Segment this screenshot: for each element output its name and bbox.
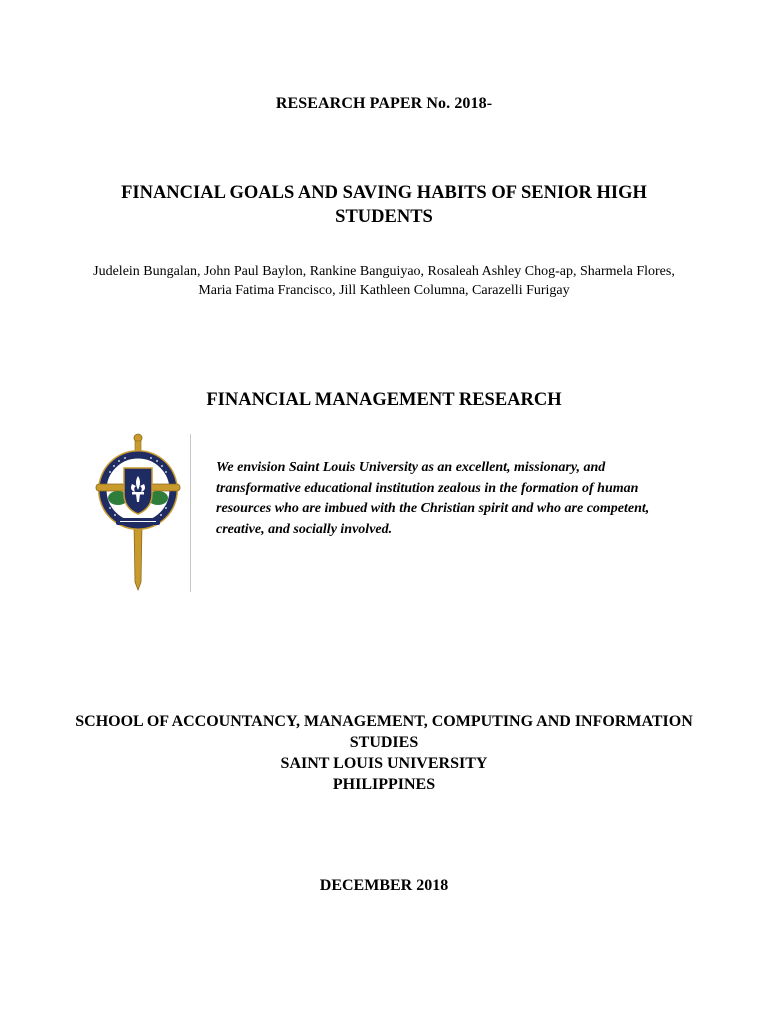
research-type-heading: FINANCIAL MANAGEMENT RESEARCH (206, 390, 562, 410)
vision-statement: We envision Saint Louis University as an excellent, missionary, and transformative educational institution zealous in the formation of human resources who are imbued with the Christian spirit and who are competent, creative, and socially involved. (216, 460, 650, 537)
university-name: SAINT LOUIS UNIVERSITY (280, 755, 488, 772)
school-block (60, 711, 708, 795)
university-seal-icon (88, 432, 188, 592)
publication-date: DECEMBER 2018 (319, 877, 449, 894)
authors-list: Judelein Bungalan, John Paul Baylon, Rankine Banguiyao, Rosaleah Ashley Chog-ap, Sharmela Flores, Maria Fatima Francisco, Jill Kathleen Columna, Carazelli Furigay (93, 264, 675, 298)
paper-title: FINANCIAL GOALS AND SAVING HABITS OF SENIOR HIGH STUDENTS (121, 183, 647, 227)
paper-number: RESEARCH PAPER No. 2018- (275, 95, 493, 112)
school-name: SCHOOL OF ACCOUNTANCY, MANAGEMENT, COMPUTING AND INFORMATION STUDIES (75, 713, 693, 751)
vertical-divider (190, 434, 191, 592)
country-name: PHILIPPINES (332, 776, 436, 793)
